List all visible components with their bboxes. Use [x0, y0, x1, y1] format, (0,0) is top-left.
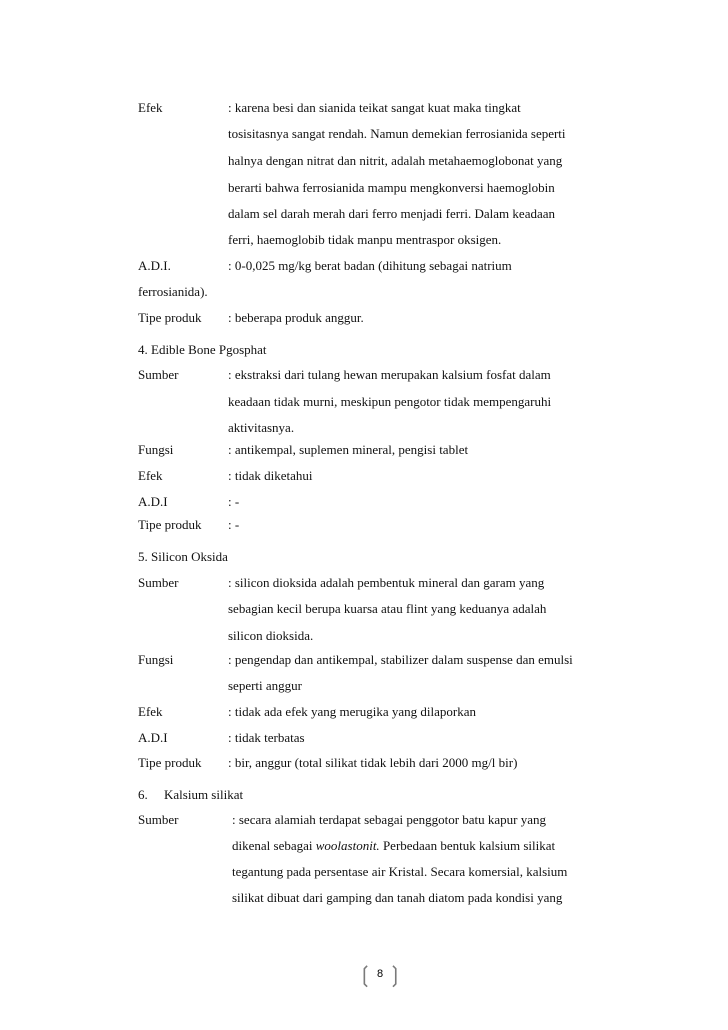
sumber-value-line: keadaan tidak murni, meskipun pengotor tidak mempengaruhi	[228, 394, 552, 409]
adi-label: A.D.I	[138, 494, 168, 509]
sumber-value-line: sebagian kecil berupa kuarsa atau flint yang keduanya adalah	[228, 601, 547, 616]
sumber-value: : silicon dioksida adalah pembentuk mineral dan garam yang	[228, 575, 545, 590]
fungsi-label: Fungsi	[138, 442, 174, 457]
sumber-label: Sumber	[138, 575, 179, 590]
efek-value-line: dalam sel darah merah dari ferro menjadi ferri. Dalam keadaan	[228, 206, 555, 221]
text-run: Perbedaan bentuk kalsium silikat	[379, 838, 556, 853]
left-bracket-icon: ❲	[356, 963, 375, 988]
adi-label: A.D.I.	[138, 258, 171, 273]
fungsi-label: Fungsi	[138, 652, 174, 667]
italic-term: woolastonit.	[315, 838, 380, 853]
tipe-produk-label: Tipe produk	[138, 755, 202, 770]
sumber-value: : ekstraksi dari tulang hewan merupakan kalsium fosfat dalam	[228, 367, 551, 382]
sumber-value-line: tegantung pada persentase air Kristal. Secara komersial, kalsium	[232, 864, 568, 879]
adi-value: : -	[228, 494, 240, 509]
efek-value: : karena besi dan sianida teikat sangat kuat maka tingkat	[228, 100, 521, 115]
sumber-value-line: silicon dioksida.	[228, 628, 314, 643]
efek-label: Efek	[138, 100, 163, 115]
sumber-label: Sumber	[138, 367, 179, 382]
sumber-label: Sumber	[138, 812, 179, 827]
adi-value: : tidak terbatas	[228, 730, 305, 745]
adi-value: : 0-0,025 mg/kg berat badan (dihitung sebagai natrium	[228, 258, 512, 273]
sumber-value-line: aktivitasnya.	[228, 420, 295, 435]
fungsi-value: : pengendap dan antikempal, stabilizer dalam suspense dan emulsi	[228, 652, 573, 667]
efek-value: : tidak diketahui	[228, 468, 313, 483]
section-title: Kalsium silikat	[164, 787, 244, 802]
page-number: 8	[376, 968, 384, 980]
efek-label: Efek	[138, 468, 163, 483]
adi-value-wrap: ferrosianida).	[138, 284, 208, 299]
efek-value-line: tosisitasnya sangat rendah. Namun demekian ferrosianida seperti	[228, 126, 566, 141]
tipe-produk-label: Tipe produk	[138, 517, 202, 532]
adi-label: A.D.I	[138, 730, 168, 745]
right-bracket-icon: ❳	[385, 963, 404, 988]
text-run: dikenal sebagai	[232, 838, 316, 853]
section-heading: 5. Silicon Oksida	[138, 549, 228, 564]
tipe-produk-value: : bir, anggur (total silikat tidak lebih dari 2000 mg/l bir)	[228, 755, 518, 770]
efek-value: : tidak ada efek yang merugika yang dilaporkan	[228, 704, 476, 719]
tipe-produk-value: : beberapa produk anggur.	[228, 310, 364, 325]
fungsi-value-line: seperti anggur	[228, 678, 303, 693]
efek-value-line: ferri, haemoglobib tidak manpu mentraspor oksigen.	[228, 232, 502, 247]
efek-value-line: berarti bahwa ferrosianida mampu mengkonversi haemoglobin	[228, 180, 555, 195]
sumber-value-line: silikat dibuat dari gamping dan tanah diatom pada kondisi yang	[232, 890, 563, 905]
efek-label: Efek	[138, 704, 163, 719]
page-footer	[356, 964, 404, 988]
sumber-value: : secara alamiah terdapat sebagai penggotor batu kapur yang	[232, 812, 547, 827]
tipe-produk-value: : -	[228, 517, 240, 532]
section-heading: 4. Edible Bone Pgosphat	[138, 342, 267, 357]
fungsi-value: : antikempal, suplemen mineral, pengisi tablet	[228, 442, 469, 457]
tipe-produk-label: Tipe produk	[138, 310, 202, 325]
section-number: 6.	[138, 787, 148, 802]
efek-value-line: halnya dengan nitrat dan nitrit, adalah metahaemoglobonat yang	[228, 153, 563, 168]
